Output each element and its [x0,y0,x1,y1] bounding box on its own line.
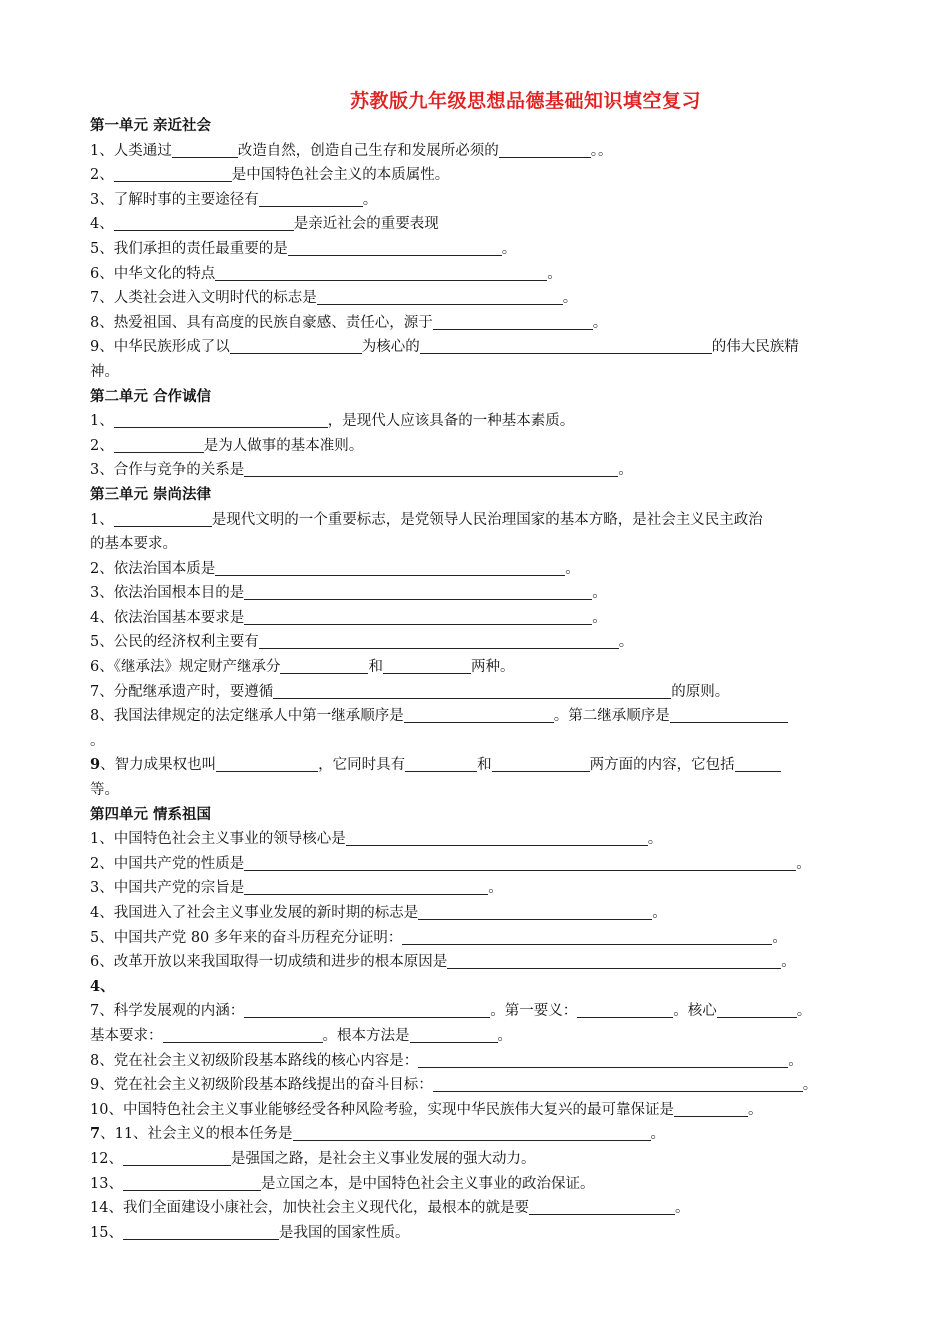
item-text: 9、党在社会主义初级阶段基本路线提出的奋斗目标： [90,1077,433,1094]
question-item-continuation [90,1024,870,1049]
blank-line [447,952,781,969]
blank-line [114,436,204,453]
item-text: 。 [802,1077,818,1094]
blank-line [346,829,648,846]
item-text: ，是现代人应该具备的一种基本素质。 [327,413,575,430]
item-text: 。 [796,1003,812,1020]
item-text: 两方面的内容，它包括 [589,757,735,774]
item-text: 4、 [90,216,114,233]
question-item [90,335,870,360]
blank-line [418,1051,788,1068]
question-item [90,852,870,877]
item-text: 7、人类社会进入文明时代的标志是 [90,290,317,307]
item-text: 10、中国特色社会主义事业能够经受各种风险考验，实现中华民族伟大复兴的最可靠保证是 [90,1101,674,1118]
blank-line [114,165,232,182]
item-text: 。 [592,314,608,331]
item-text: 8、党在社会主义初级阶段基本路线的核心内容是： [90,1052,419,1069]
item-text: 5、我们承担的责任最重要的是 [90,240,288,257]
blank-line [259,190,363,207]
unit-heading: 第二单元 合作诚信 [90,387,212,405]
item-text: 基本要求： [90,1027,163,1044]
item-text: 6、改革开放以来我国取得一切成绩和进步的根本原因是 [90,954,448,971]
question-item [90,237,870,262]
item-text: 3、依法治国根本目的是 [90,585,245,602]
question-item [90,557,870,582]
question-item [90,630,870,655]
item-text: 。 [796,855,811,872]
item-text: 1、中国特色社会主义事业的领导核心是 [90,831,346,848]
item-text: 是强国之路，是社会主义事业发展的强大动力。 [230,1150,536,1167]
blank-line [717,1001,797,1018]
item-text: 3、合作与竞争的关系是 [90,462,245,479]
item-text: 。 [650,1126,666,1143]
blank-line [244,854,796,871]
item-text: 2、中国共产党的性质是 [90,855,245,872]
question-item [90,1122,870,1147]
question-item [90,680,870,705]
blank-line [404,706,554,723]
item-text: 。 [562,290,578,307]
blank-line [244,1001,490,1018]
question-item [90,434,870,459]
item-text: 2、 [90,167,114,184]
item-text: 是我国的国家性质。 [278,1224,410,1241]
item-text: 13、 [90,1175,123,1192]
item-text: 5、中国共产党 80 多年来的奋斗历程充分证明： [90,929,403,946]
item-text: 和 [477,757,492,774]
question-item [90,286,870,311]
item-text: 。 [618,462,633,479]
blank-line [215,264,547,281]
question-item-continuation: 等。 [90,782,119,799]
question-item: 4、 [90,977,115,995]
item-text: 。 [547,265,562,282]
question-item [90,926,870,951]
blank-line [123,1149,231,1166]
item-text: 7 [90,1125,101,1143]
blank-line [172,141,238,158]
item-text: 。 [501,240,517,257]
item-text: 的原则。 [671,683,730,700]
item-text: 。核心 [673,1003,717,1020]
item-text: 。 [497,1027,512,1044]
item-text: 。 [362,191,378,208]
blank-line [114,510,212,527]
question-item [90,1098,870,1123]
blank-line [123,1174,261,1191]
question-item [90,827,870,852]
blank-line [216,755,318,772]
item-text: 9 [90,756,101,774]
item-text: 2、依法治国本质是 [90,560,216,577]
blank-line [577,1001,673,1018]
question-item [90,163,870,188]
item-text: 。 [488,880,503,897]
item-text: 。 [618,634,634,651]
item-text: 1、 [90,413,114,430]
item-text: 是中国特色社会主义的本质属性。 [231,167,450,184]
item-text: 4、我国进入了社会主义事业发展的新时期的标志是 [90,905,419,921]
item-text: 1、 [90,511,114,528]
item-text: 6、《继承法》规定财产继承分 [90,659,281,676]
item-text: 是亲近社会的重要表现 [293,216,439,233]
unit-heading: 第一单元 亲近社会 [90,117,212,134]
item-text: 改造自然，创造自己生存和发展所必须的 [237,142,499,159]
blank-line [114,411,328,428]
question-item-continuation: 。 [90,732,105,749]
item-text: 的伟大民族精 [711,339,799,356]
blank-line [420,337,712,354]
item-text: 是现代文明的一个重要标志，是党领导人民治理国家的基本方略，是社会主义民主政治 [211,511,763,528]
document-title: 苏教版九年级思想品德基础知识填空复习 [350,90,702,112]
item-text: 14、我们全面建设小康社会，加快社会主义现代化，最根本的就是要 [90,1200,529,1217]
question-item [90,901,870,926]
blank-line [244,583,592,600]
question-item [90,508,870,533]
unit-heading: 第四单元 情系祖国 [90,805,212,823]
question-item [90,581,870,606]
item-text: 3、中国共产党的宗旨是 [90,880,245,897]
item-text: 7、科学发展观的内涵： [90,1003,245,1020]
item-text: 。第二继承顺序是 [553,708,670,725]
blank-line [273,682,671,699]
blank-line [244,460,618,477]
item-text: 为核心的 [361,339,420,356]
item-text: 是立国之本，是中国特色社会主义事业的政治保证。 [260,1175,595,1192]
blank-line [244,878,488,895]
question-item [90,999,870,1024]
item-text: 。 [592,609,607,626]
question-item [90,1073,870,1098]
blank-line [529,1198,675,1215]
question-item [90,753,870,778]
blank-line [280,657,368,674]
item-text: 。根本方法是 [322,1027,410,1044]
blank-line [317,288,563,305]
unit-heading: 第三单元 崇尚法律 [90,485,212,503]
item-text: 。 [652,905,667,921]
blank-line [230,337,362,354]
question-item [90,458,870,483]
question-item [90,1147,870,1172]
blank-line [418,903,652,920]
question-item [90,409,870,434]
question-item [90,1172,870,1197]
question-item [90,1196,870,1221]
question-item [90,262,870,287]
item-text: 1、人类通过 [90,142,172,159]
item-text: 。 [565,560,580,577]
question-item [90,1049,870,1074]
question-item [90,212,870,237]
item-text: 。 [788,1052,803,1069]
item-text: 8、我国法律规定的法定继承人中第一继承顺序是 [90,708,404,725]
question-item [90,606,870,631]
blank-line [215,559,565,576]
item-text: 15、 [90,1224,123,1241]
question-item [90,188,870,213]
item-text: 和 [368,659,383,676]
blank-line [402,928,772,945]
item-text: 。 [674,1200,690,1217]
document-body [90,114,870,1245]
item-text: 、智力成果权也叫 [100,757,217,774]
item-text: ，它同时具有 [318,757,406,774]
item-text: 7、分配继承遗产时，要遵循 [90,683,274,700]
blank-line [674,1100,748,1117]
item-text: 。第一要义： [490,1003,578,1020]
blank-line [114,214,294,231]
question-item [90,311,870,336]
question-item-continuation: 神。 [90,363,119,380]
item-text: 。 [747,1101,763,1118]
blank-line [163,1026,323,1043]
blank-line [433,1075,803,1092]
blank-line [410,1026,498,1043]
item-text: 6、中华文化的特点 [90,265,216,282]
blank-line [259,632,619,649]
item-text: 4、依法治国基本要求是 [90,609,245,626]
item-text: 。。 [590,142,613,159]
item-text: 是为人做事的基本准则。 [203,437,364,454]
item-text: 12、 [90,1150,123,1167]
item-text: 。 [772,929,787,946]
item-text: 。 [781,954,796,971]
blank-line [123,1223,279,1240]
blank-line [293,1124,651,1141]
item-text: 8、热爱祖国、具有高度的民族自豪感、责任心，源于 [90,314,433,331]
item-text: 。 [592,585,607,602]
blank-line [288,239,502,256]
blank-line [492,755,590,772]
question-item [90,139,870,164]
question-item [90,876,870,901]
blank-line [405,755,477,772]
item-text: 、11、社会主义的根本任务是 [100,1126,293,1143]
item-text: 。 [647,831,663,848]
blank-line [670,706,788,723]
question-item [90,704,870,729]
item-text: 两种。 [470,659,515,676]
blank-line [433,313,593,330]
blank-line [735,755,781,772]
item-text: 3、了解时事的主要途径有 [90,191,259,208]
blank-line [499,141,591,158]
question-item [90,655,870,680]
blank-line [383,657,471,674]
question-item [90,1221,870,1246]
blank-line [244,608,592,625]
question-item [90,950,870,975]
item-text: 9、中华民族形成了以 [90,339,230,356]
item-text: 5、公民的经济权利主要有 [90,634,259,651]
item-text: 2、 [90,437,114,454]
question-item-continuation: 的基本要求。 [90,536,177,553]
